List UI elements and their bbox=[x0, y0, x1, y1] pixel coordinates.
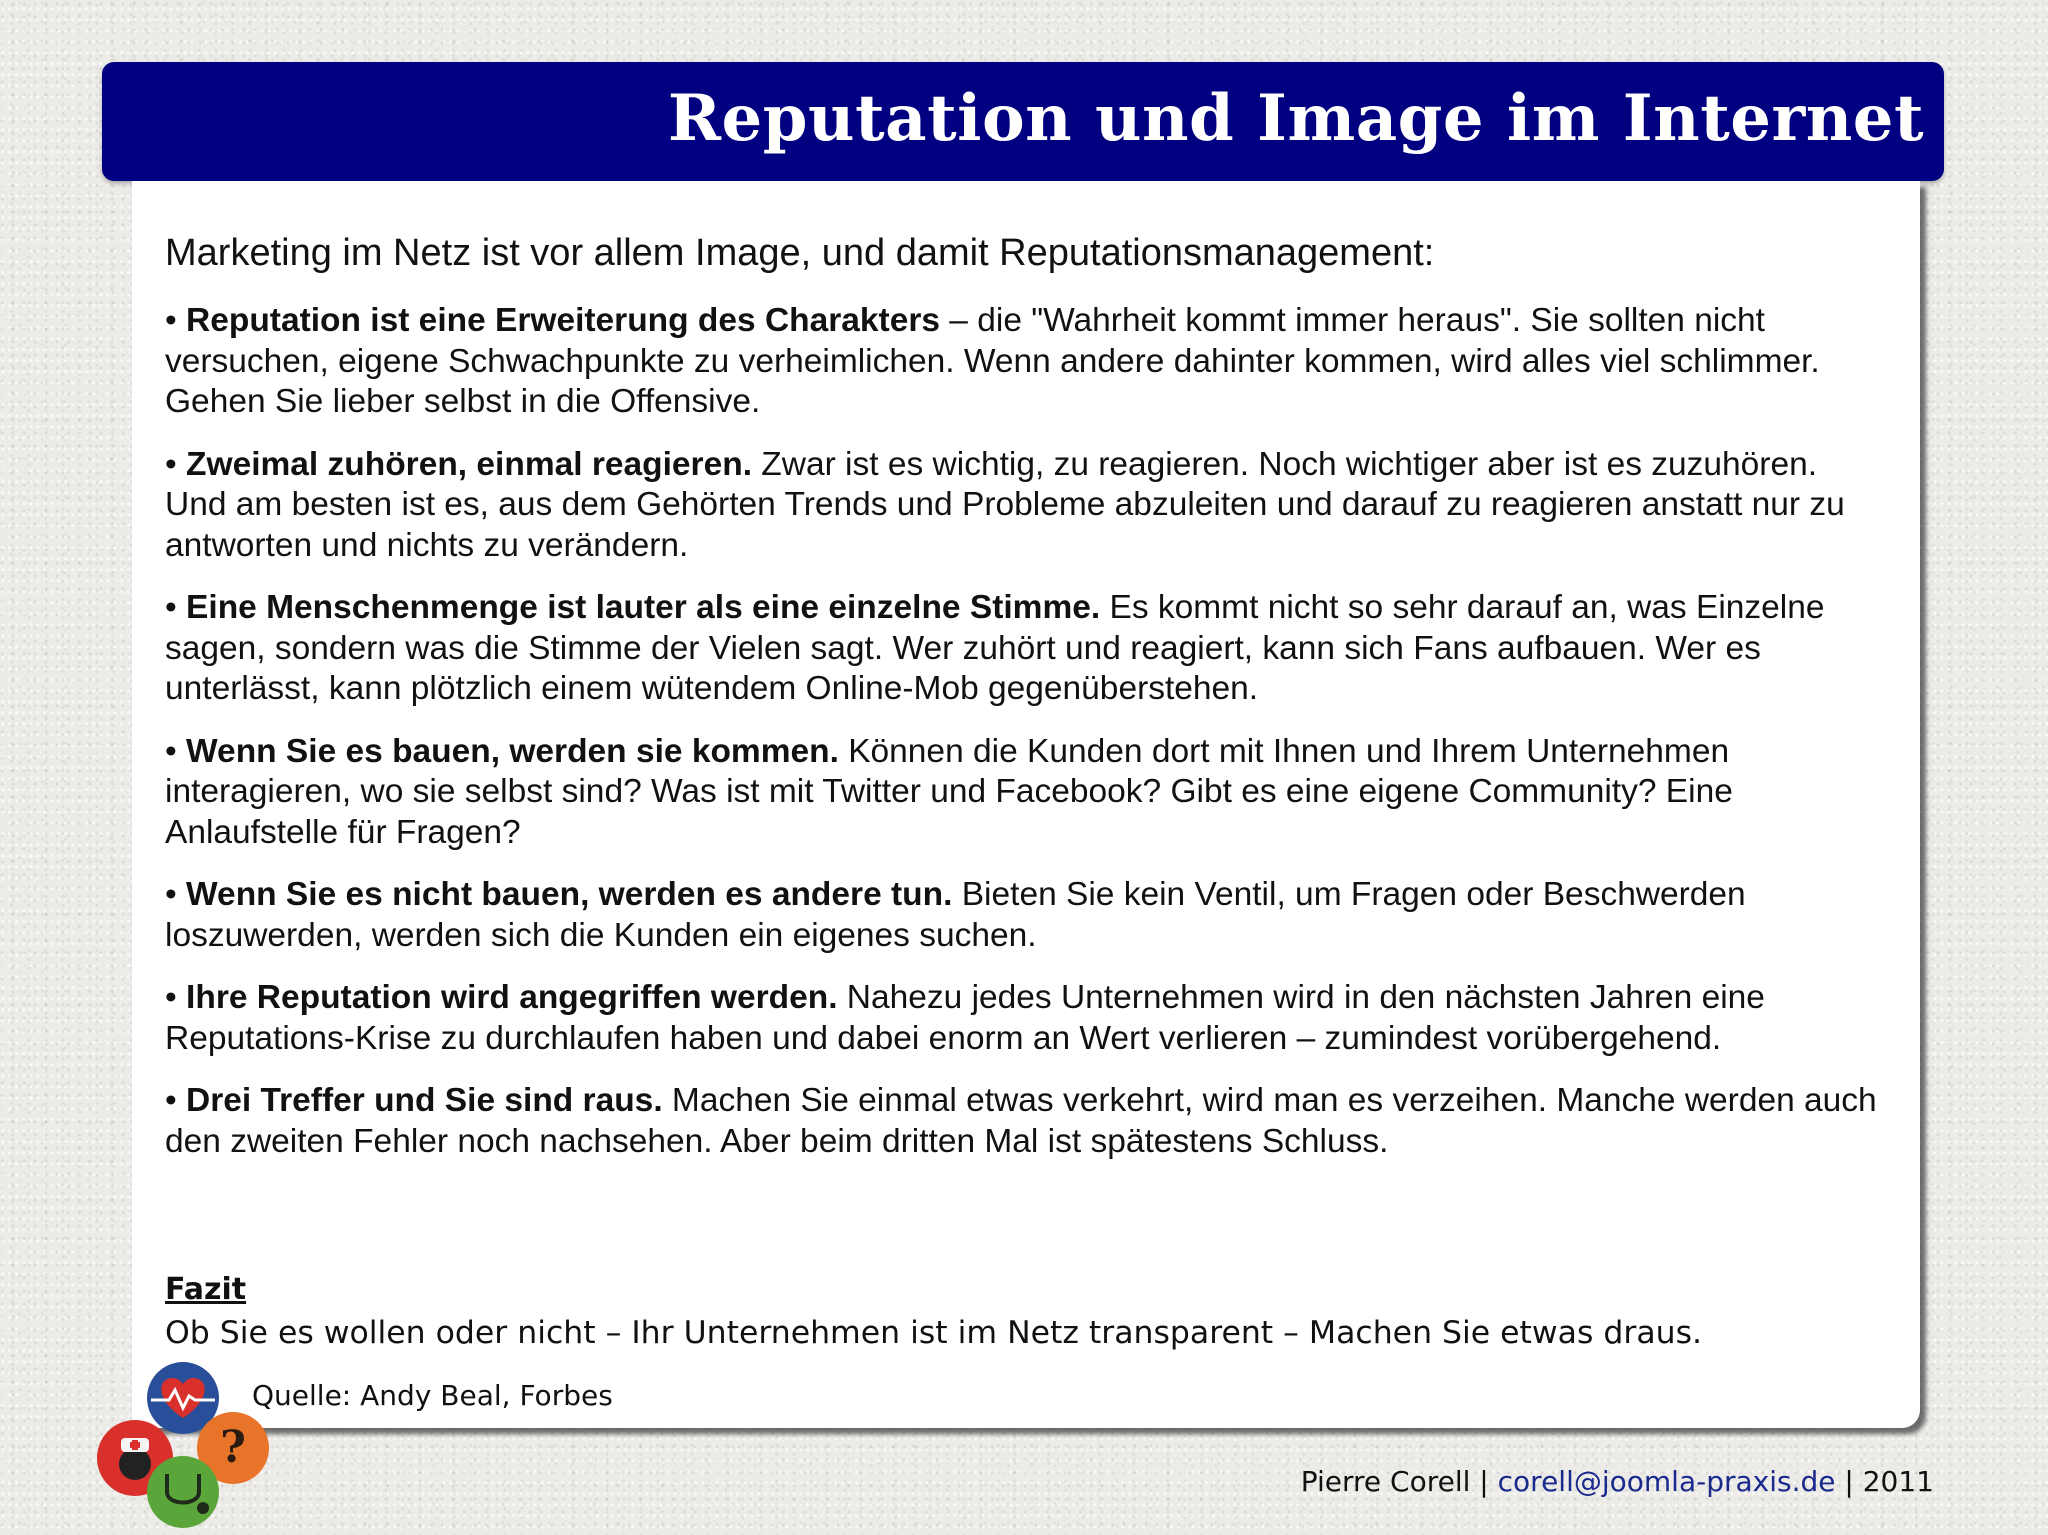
title-bar bbox=[102, 62, 1944, 181]
footer bbox=[1301, 1465, 1934, 1498]
bullet-point bbox=[165, 978, 1885, 1059]
bullet-glyph: • bbox=[165, 445, 177, 483]
bullet-point bbox=[165, 732, 1885, 854]
bullet-glyph: • bbox=[165, 1082, 177, 1119]
bullet-glyph: • bbox=[165, 979, 177, 1016]
footer-year: 2011 bbox=[1862, 1465, 1934, 1498]
fazit-text: Ob Sie es wollen oder nicht – Ihr Unternehmen ist im Netz transparent – Machen Sie etwas draus. bbox=[165, 1315, 1703, 1351]
bullet-heading: Reputation ist eine Erweiterung des Charakters bbox=[186, 302, 940, 339]
bullet-heading: Wenn Sie es bauen, werden sie kommen. bbox=[186, 732, 839, 770]
fazit-title: Fazit bbox=[165, 1272, 247, 1307]
bullet-text: Es kommt nicht so sehr darauf an, was Einzelne sagen, sondern was die Stimme der Vielen sagt. Wer zuhört und reagiert, kann sich Fans aufbauen. Wer es unterlässt, kann plötzlich einem wütendem Online-Mob gegenüberstehen. bbox=[165, 589, 1825, 707]
stethoscope-icon bbox=[147, 1456, 219, 1528]
bullet-text: Können die Kunden dort mit Ihnen und Ihrem Unternehmen interagieren, wo sie selbst sind? Was ist mit Twitter und Facebook? Gibt es eine eigene Community? Eine Anlaufstelle für Fragen? bbox=[165, 732, 1733, 851]
bullet-text: Nahezu jedes Unternehmen wird in den nächsten Jahren eine Reputations-Krise zu durchlaufen haben und dabei enorm an Wert verlieren – zumindest vorübergehend. bbox=[165, 979, 1765, 1057]
bullet-glyph: • bbox=[165, 732, 177, 770]
bullet-heading: Drei Treffer und Sie sind raus. bbox=[186, 1082, 663, 1119]
source-citation: Quelle: Andy Beal, Forbes bbox=[252, 1379, 613, 1412]
bullet-heading: Zweimal zuhören, einmal reagieren. bbox=[186, 445, 752, 483]
fazit-block bbox=[165, 1269, 1702, 1355]
bullet-heading: Eine Menschenmenge ist lauter als eine einzelne Stimme. bbox=[186, 589, 1101, 626]
bullet-glyph: • bbox=[165, 302, 177, 339]
bullet-heading: Wenn Sie es nicht bauen, werden es andere tun. bbox=[186, 876, 953, 913]
intro-text: Marketing im Netz ist vor allem Image, und damit Reputationsmanagement: bbox=[165, 232, 1435, 274]
footer-separator: | bbox=[1835, 1465, 1863, 1498]
svg-text:?: ? bbox=[220, 1422, 246, 1473]
bullet-point bbox=[165, 875, 1885, 956]
medical-icons-logo bbox=[95, 1360, 275, 1530]
bullet-glyph: • bbox=[165, 876, 177, 913]
bullet-point bbox=[165, 588, 1885, 710]
bullet-text: – die "Wahrheit kommt immer heraus". Sie sollten nicht versuchen, eigene Schwachpunkte zu verheimlichen. Wenn andere dahinter kommen, wird alles viel schlimmer. Gehen Sie lieber selbst in die Offensive. bbox=[165, 302, 1820, 420]
footer-separator: | bbox=[1470, 1465, 1498, 1498]
slide-title: Reputation und Image im Internet bbox=[667, 81, 1924, 156]
bullet-text: Zwar ist es wichtig, zu reagieren. Noch wichtiger aber ist es zuzuhören. Und am besten ist es, aus dem Gehörten Trends und Probleme abzuleiten und darauf zu reagieren anstatt nur zu antworten und nichts zu verändern. bbox=[165, 445, 1845, 564]
footer-author: Pierre Corell bbox=[1300, 1465, 1471, 1498]
bullet-heading: Ihre Reputation wird angegriffen werden. bbox=[186, 979, 838, 1016]
bullet-point bbox=[165, 301, 1885, 423]
content-panel bbox=[132, 181, 1920, 1428]
bullet-point bbox=[165, 1081, 1885, 1162]
bullet-text: Machen Sie einmal etwas verkehrt, wird man es verzeihen. Manche werden auch den zweiten Fehler noch nachsehen. Aber beim dritten Mal ist spätestens Schluss. bbox=[165, 1082, 1877, 1160]
footer-email-link[interactable]: corell@joomla-praxis.de bbox=[1497, 1465, 1836, 1498]
bullet-text: Bieten Sie kein Ventil, um Fragen oder Beschwerden loszuwerden, werden sich die Kunden ein eigenes suchen. bbox=[165, 876, 1746, 954]
content-body bbox=[165, 231, 1885, 1184]
bullet-glyph: • bbox=[165, 589, 177, 626]
bullet-point bbox=[165, 445, 1885, 567]
